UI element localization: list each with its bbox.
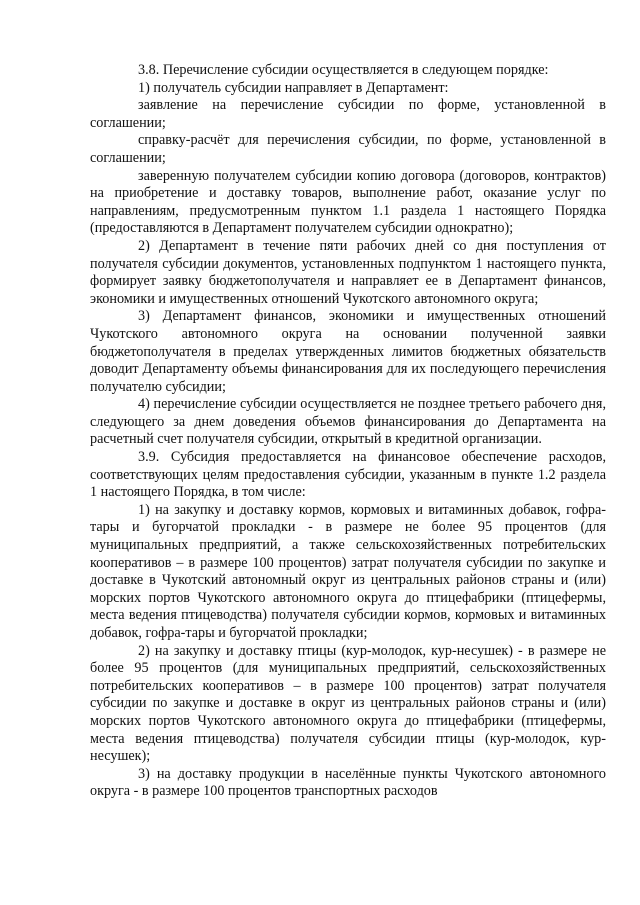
paragraph-3-9-item-2: 2) на закупку и доставку птицы (кур-молодок, кур-несушек) - в размере не более 95 процентов (для муниципальных предприятий, сельскохозяйственных потребительских кооперативов – в размере 100 процентов) затрат получателя субсидии по закупке и доставке в округ из центральных районов страны и (или) морских портов Чукотского автономного округа до птицефабрики (птицефермы, места ведения птицеводства) получателя субсидии птицы (кур-молодок, кур-несушек); — [90, 642, 606, 765]
paragraph-3-8-item-4: 4) перечисление субсидии осуществляется не позднее третьего рабочего дня, следующего за днем доведения объемов финансирования до Департамента на расчетный счет получателя субсидии, открытый в кредитной организации. — [90, 396, 606, 448]
paragraph-3-8-item-1: 1) получатель субсидии направляет в Департамент: — [138, 79, 449, 96]
paragraph-calculation-certificate: справку-расчёт для перечисления субсидии, по форме, установленной в соглашении; — [90, 132, 606, 166]
paragraph-3-8-item-2: 2) Департамент в течение пяти рабочих дней со дня поступления от получателя субсидии документов, установленных подпунктом 1 настоящего пункта, формирует заявку бюджетополучателя и направляет ее в Департамент финансов, экономики и имущественных отношений Чукотского автономного округа; — [90, 237, 606, 307]
paragraph-3-8-item-3: 3) Департамент финансов, экономики и имущественных отношений Чукотского автономного округа на основании полученной заявки бюджетополучателя в пределах утвержденных лимитов бюджетных обязательств доводит Департаменту объемы финансирования для их последующего перечисления получателю субсидии; — [90, 308, 606, 395]
paragraph-3-8-heading: 3.8. Перечисление субсидии осуществляется в следующем порядке: — [138, 62, 549, 78]
document-page — [90, 62, 606, 801]
paragraph-3-9-item-1: 1) на закупку и доставку кормов, кормовых и витаминных добавок, гофра-тары и бугорчатой прокладки - в размере не более 95 процентов (для муниципальных предприятий, а также сельскохозяйственных потребительских кооперативов – в размере 100 процентов) затрат получателя субсидии по закупке и доставке в Чукотский автономный округ из центральных районов страны и (или) морских портов Чукотского автономного округа до птицефабрики (птицефермы, места ведения птицеводства) получателя субсидии кормов, кормовых и витаминных добавок, гофра-тары и бугорчатой прокладки; — [90, 501, 606, 641]
paragraph-3-9-heading: 3.9. Субсидия предоставляется на финансовое обеспечение расходов, соответствующих целям предоставления субсидии, указанным в пункте 1.2 раздела 1 настоящего Порядка, в том числе: — [90, 449, 606, 501]
paragraph-3-9-item-3: 3) на доставку продукции в населённые пункты Чукотского автономного округа - в размере 100 процентов транспортных расходов — [90, 765, 606, 800]
paragraph-application: заявление на перечисление субсидии по форме, установленной в соглашении; — [90, 97, 606, 131]
paragraph-contract-copy: заверенную получателем субсидии копию договора (договоров, контрактов) на приобретение и доставку товаров, выполнение работ, оказание услуг по направлениям, предусмотренным пунктом 1.1 раздела 1 настоящего Порядка (предоставляются в Департамент получателем субсидии однократно); — [90, 167, 606, 237]
